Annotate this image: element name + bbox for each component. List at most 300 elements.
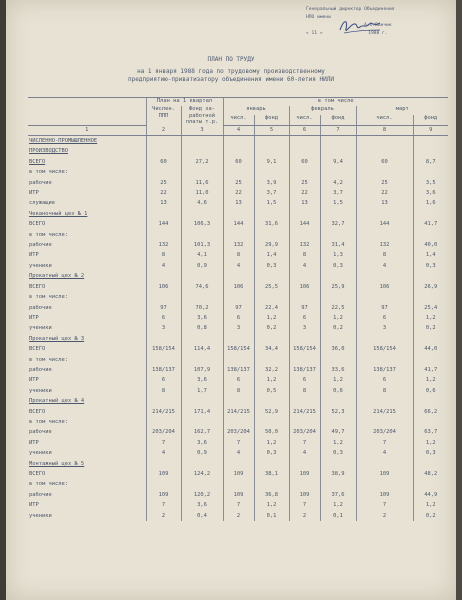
table-cell: 101,3: [181, 240, 223, 250]
approval-org: НПО имени: [306, 15, 331, 20]
header-feb-chisl: числ.: [289, 115, 320, 125]
table-cell: 4: [289, 261, 320, 271]
table-cell: 1,4: [413, 250, 448, 260]
table-cell: 3,6: [181, 375, 223, 385]
header-march: март: [356, 106, 448, 115]
table-cell: 124,2: [181, 469, 223, 479]
table-cell: 60: [356, 157, 413, 167]
col-number: 5: [254, 126, 289, 136]
table-cell: 109: [289, 490, 320, 500]
row-label: рабочие: [29, 429, 52, 436]
table-cell: [181, 479, 223, 489]
table-cell: 97: [356, 303, 413, 313]
table-cell: 203/204: [356, 427, 413, 437]
approval-day: « 11 »: [306, 31, 323, 36]
table-cell: [254, 479, 289, 489]
table-row: [28, 365, 448, 375]
table-cell: 106: [356, 282, 413, 292]
row-label: в том числе:: [29, 231, 68, 238]
table-cell: [254, 271, 289, 281]
table-cell: [223, 417, 254, 427]
table-cell: 9,1: [254, 157, 289, 167]
table-cell: 0,3: [254, 448, 289, 458]
table-row: [28, 500, 448, 510]
table-row: [28, 427, 448, 437]
table-cell: 32,2: [254, 365, 289, 375]
col-number: 8: [356, 126, 413, 136]
table-cell: 1,5: [254, 198, 289, 208]
table-row: [28, 323, 448, 333]
table-cell: 1,6: [413, 198, 448, 208]
table-cell: [254, 417, 289, 427]
table-cell: 25,5: [254, 282, 289, 292]
table-cell: 138/137: [223, 365, 254, 375]
table-cell: [223, 136, 254, 147]
table-row: [28, 198, 448, 208]
table-cell: 25,4: [413, 303, 448, 313]
table-cell: 4,6: [181, 198, 223, 208]
table-cell: [289, 271, 320, 281]
table-row: [28, 167, 448, 177]
table-cell: 1,7: [181, 386, 223, 396]
table-cell: 22,5: [320, 303, 356, 313]
table-cell: 25: [289, 178, 320, 188]
table-cell: 8: [289, 386, 320, 396]
table-cell: [181, 417, 223, 427]
table-cell: 158/154: [223, 344, 254, 354]
table-row: [28, 448, 448, 458]
table-cell: 0,1: [254, 511, 289, 521]
table-row: [28, 250, 448, 260]
table-cell: [146, 417, 181, 427]
table-cell: 38,1: [254, 469, 289, 479]
table-cell: [289, 136, 320, 147]
table-cell: 60: [223, 157, 254, 167]
table-cell: 25: [146, 178, 181, 188]
table-cell: 1,2: [254, 375, 289, 385]
header-jan-chisl: числ.: [223, 115, 254, 125]
table-cell: 158/154: [289, 344, 320, 354]
row-label: ВСЕГО: [29, 158, 46, 165]
table-row: [28, 459, 448, 469]
table-cell: 0,2: [413, 323, 448, 333]
table-row: [28, 386, 448, 396]
row-label: рабочие: [29, 304, 52, 311]
table-cell: 203/204: [223, 427, 254, 437]
table-cell: [356, 209, 413, 219]
table-cell: [146, 459, 181, 469]
table-cell: [254, 209, 289, 219]
table-cell: [146, 292, 181, 302]
table-cell: [356, 459, 413, 469]
table-cell: 44,0: [413, 344, 448, 354]
col-number: 6: [289, 126, 320, 136]
row-label: ВСЕГО: [29, 408, 46, 415]
header-feb-fond: фонд: [320, 115, 356, 125]
table-cell: [181, 334, 223, 344]
row-label: Чеканочный цех № 1: [29, 210, 88, 217]
table-row: [28, 511, 448, 521]
table-cell: [289, 334, 320, 344]
table-cell: 4: [223, 448, 254, 458]
table-cell: 0,6: [320, 386, 356, 396]
table-cell: 0,2: [254, 323, 289, 333]
table-cell: 214/215: [146, 407, 181, 417]
table-cell: 7: [223, 500, 254, 510]
table-cell: 22: [356, 188, 413, 198]
table-cell: 3,6: [181, 500, 223, 510]
table-cell: 106: [289, 282, 320, 292]
table-cell: [181, 146, 223, 156]
table-cell: 25,9: [320, 282, 356, 292]
table-cell: 0,8: [181, 323, 223, 333]
table-cell: [289, 417, 320, 427]
table-row: [28, 271, 448, 281]
table-cell: 0,3: [320, 261, 356, 271]
table-cell: 0,3: [413, 261, 448, 271]
table-cell: 1,2: [320, 313, 356, 323]
table-cell: 1,2: [254, 313, 289, 323]
table-cell: [146, 230, 181, 240]
table-cell: 3: [356, 323, 413, 333]
table-cell: 214/215: [289, 407, 320, 417]
table-cell: [254, 459, 289, 469]
table-cell: [413, 167, 448, 177]
table-cell: 138/137: [356, 365, 413, 375]
table-cell: [320, 209, 356, 219]
table-cell: 6: [223, 313, 254, 323]
table-cell: [413, 396, 448, 406]
table-row: [28, 219, 448, 229]
table-cell: 66,2: [413, 407, 448, 417]
table-cell: [223, 167, 254, 177]
table-cell: 34,4: [254, 344, 289, 354]
header-jan-fond: фонд: [254, 115, 289, 125]
table-cell: 132: [146, 240, 181, 250]
table-cell: [181, 230, 223, 240]
table-cell: 70,2: [181, 303, 223, 313]
table-cell: [289, 292, 320, 302]
table-cell: 138/137: [146, 365, 181, 375]
table-cell: [223, 292, 254, 302]
table-cell: 36,8: [254, 490, 289, 500]
col-number: 4: [223, 126, 254, 136]
row-label: ВСЕГО: [29, 221, 46, 228]
labor-plan-table: [28, 97, 448, 521]
table-row: [28, 469, 448, 479]
table-cell: 0,1: [320, 511, 356, 521]
table-cell: 8: [223, 250, 254, 260]
row-label: ПРОИЗВОДСТВО: [29, 148, 68, 155]
row-label: ИТР: [29, 252, 39, 259]
table-cell: [356, 146, 413, 156]
table-cell: 2: [146, 511, 181, 521]
table-cell: 60: [289, 157, 320, 167]
table-cell: [289, 479, 320, 489]
header-plan-year: План на 1 квартал: [146, 98, 223, 107]
table-cell: 1,2: [320, 500, 356, 510]
table-cell: 1,2: [320, 438, 356, 448]
table-row: [28, 209, 448, 219]
table-cell: [320, 396, 356, 406]
header-fond-zp: Фонд за- работной платы т.р.: [181, 106, 223, 126]
row-label: ИТР: [29, 377, 39, 384]
table-cell: [181, 459, 223, 469]
table-cell: 7: [289, 500, 320, 510]
row-label: ученики: [29, 512, 52, 519]
table-cell: [254, 396, 289, 406]
table-cell: 1,2: [320, 375, 356, 385]
table-row: [28, 355, 448, 365]
table-cell: 109: [223, 469, 254, 479]
table-cell: 37,6: [320, 490, 356, 500]
table-cell: [146, 136, 181, 147]
table-cell: 49,7: [320, 427, 356, 437]
table-cell: 109: [356, 490, 413, 500]
table-cell: 4,1: [181, 250, 223, 260]
table-cell: 171,4: [181, 407, 223, 417]
table-cell: 120,2: [181, 490, 223, 500]
table-cell: 97: [223, 303, 254, 313]
table-cell: [356, 271, 413, 281]
table-cell: 106,3: [181, 219, 223, 229]
table-cell: [320, 167, 356, 177]
table-row: [28, 282, 448, 292]
table-cell: 6: [356, 375, 413, 385]
table-cell: 31,6: [254, 219, 289, 229]
table-cell: [146, 146, 181, 156]
header-incl: в том числе: [223, 98, 448, 107]
table-cell: 6: [146, 375, 181, 385]
table-cell: [356, 167, 413, 177]
table-cell: [181, 209, 223, 219]
table-cell: 3,6: [413, 188, 448, 198]
table-cell: [320, 334, 356, 344]
table-cell: 1,5: [320, 198, 356, 208]
table-cell: [289, 167, 320, 177]
table-cell: 7: [289, 438, 320, 448]
table-cell: [320, 417, 356, 427]
table-row: [28, 396, 448, 406]
table-cell: 3: [146, 323, 181, 333]
row-label: ученики: [29, 387, 52, 394]
table-cell: 4: [146, 448, 181, 458]
table-row: [28, 438, 448, 448]
table-cell: 7: [146, 500, 181, 510]
table-cell: 4: [356, 261, 413, 271]
table-cell: 0,9: [181, 261, 223, 271]
table-row: [28, 334, 448, 344]
table-cell: [289, 396, 320, 406]
table-cell: [223, 209, 254, 219]
table-row: [28, 136, 448, 147]
table-cell: 114,4: [181, 344, 223, 354]
table-cell: 26,9: [413, 282, 448, 292]
table-cell: 0,3: [413, 448, 448, 458]
signature: [336, 15, 386, 37]
table-cell: 41,7: [413, 219, 448, 229]
row-label: ВСЕГО: [29, 471, 46, 477]
table-cell: 50,0: [254, 427, 289, 437]
table-cell: 0,4: [181, 511, 223, 521]
table-cell: 214/215: [223, 407, 254, 417]
col-number: 7: [320, 126, 356, 136]
table-cell: 52,3: [320, 407, 356, 417]
table-cell: [356, 292, 413, 302]
table-cell: 214/215: [356, 407, 413, 417]
table-cell: 106: [223, 282, 254, 292]
row-label: ЧИСЛЕННО-ПРОМЫШЛЕННОЕ: [29, 138, 98, 144]
table-cell: 4: [146, 261, 181, 271]
table-cell: 4: [356, 448, 413, 458]
table-cell: [289, 230, 320, 240]
table-cell: 0,2: [320, 323, 356, 333]
header-mar-chisl: числ.: [356, 115, 413, 125]
row-label: ВСЕГО: [29, 283, 46, 290]
table-cell: [254, 334, 289, 344]
table-cell: [223, 334, 254, 344]
table-cell: [146, 209, 181, 219]
row-label: в том числе:: [29, 481, 68, 488]
table-cell: [356, 230, 413, 240]
table-cell: [356, 355, 413, 365]
row-label: ученики: [29, 450, 52, 457]
table-cell: [181, 355, 223, 365]
row-label: рабочие: [29, 491, 52, 498]
table-row: [28, 292, 448, 302]
table-cell: 4: [289, 448, 320, 458]
row-label: Прокатный цех № 4: [29, 398, 85, 405]
table-row: [28, 261, 448, 271]
table-cell: 8: [146, 250, 181, 260]
table-cell: 29,9: [254, 240, 289, 250]
table-cell: 1,3: [320, 250, 356, 260]
table-cell: [223, 479, 254, 489]
table-cell: 40,0: [413, 240, 448, 250]
table-cell: 41,7: [413, 365, 448, 375]
table-cell: 25: [223, 178, 254, 188]
table-cell: 31,4: [320, 240, 356, 250]
table-cell: 6: [146, 313, 181, 323]
table-cell: [413, 334, 448, 344]
table-cell: 36,0: [320, 344, 356, 354]
row-label: ИТР: [29, 190, 39, 197]
table-row: [28, 240, 448, 250]
row-label: ИТР: [29, 314, 39, 321]
approval-year: 1988 г.: [368, 31, 388, 36]
table-cell: [223, 230, 254, 240]
table-cell: [146, 271, 181, 281]
header-mar-fond: фонд: [413, 115, 448, 125]
table-cell: 144: [356, 219, 413, 229]
table-cell: 7: [223, 438, 254, 448]
table-cell: 1,2: [254, 438, 289, 448]
table-cell: 22: [146, 188, 181, 198]
table-cell: 0,6: [413, 386, 448, 396]
table-cell: [320, 355, 356, 365]
table-cell: 2: [289, 511, 320, 521]
table-cell: [413, 459, 448, 469]
table-cell: [146, 479, 181, 489]
table-cell: 4,2: [320, 178, 356, 188]
table-cell: 203/204: [146, 427, 181, 437]
table-row: [28, 146, 448, 156]
table-cell: [413, 355, 448, 365]
table-cell: [254, 355, 289, 365]
document-subtitle-2: предприятию-приватизатору объединения имени 60-летия НИЛИ: [128, 76, 334, 83]
table-cell: [413, 479, 448, 489]
header-february: февраль: [289, 106, 356, 115]
table-cell: 3,7: [320, 188, 356, 198]
table-cell: 132: [223, 240, 254, 250]
table-row: [28, 178, 448, 188]
table-cell: 38,9: [320, 469, 356, 479]
row-label: Прокатный цех № 2: [29, 273, 85, 280]
table-row: [28, 230, 448, 240]
row-label: ученики: [29, 325, 52, 332]
table-cell: [181, 136, 223, 147]
table-cell: 25: [356, 178, 413, 188]
table-cell: 2: [356, 511, 413, 521]
table-cell: [254, 230, 289, 240]
table-cell: [254, 167, 289, 177]
table-cell: 144: [146, 219, 181, 229]
table-cell: 109: [146, 490, 181, 500]
table-cell: 11,0: [181, 188, 223, 198]
table-cell: 22,4: [254, 303, 289, 313]
table-cell: 8: [223, 386, 254, 396]
table-cell: 1,2: [254, 500, 289, 510]
table-cell: 22: [223, 188, 254, 198]
col-number: 2: [146, 126, 181, 136]
row-label: ИТР: [29, 502, 39, 509]
table-cell: 13: [146, 198, 181, 208]
table-cell: [320, 136, 356, 147]
table-cell: [356, 479, 413, 489]
table-cell: 1,2: [413, 500, 448, 510]
table-row: [28, 479, 448, 489]
table-cell: [320, 271, 356, 281]
table-cell: 158/154: [356, 344, 413, 354]
table-cell: [413, 271, 448, 281]
table-cell: 9,4: [320, 157, 356, 167]
table-cell: [181, 271, 223, 281]
table-cell: 109: [289, 469, 320, 479]
row-label: рабочие: [29, 366, 52, 373]
table-cell: 0,3: [254, 261, 289, 271]
table-row: [28, 303, 448, 313]
table-cell: [181, 167, 223, 177]
table-cell: 3: [223, 323, 254, 333]
col-number: 3: [181, 126, 223, 136]
table-cell: [356, 136, 413, 147]
table-cell: [289, 355, 320, 365]
approval-name: А.С.Ванчик: [364, 23, 392, 28]
table-cell: 48,2: [413, 469, 448, 479]
table-cell: 6: [289, 313, 320, 323]
document-page: [6, 0, 456, 600]
table-row: [28, 188, 448, 198]
table-cell: [254, 136, 289, 147]
table-cell: 6: [356, 313, 413, 323]
document-subtitle-1: на 1 января 1988 года по трудовому производственному: [137, 68, 325, 75]
row-label: в том числе:: [29, 294, 68, 301]
table-row: [28, 375, 448, 385]
row-label: рабочие: [29, 242, 52, 249]
table-cell: 2: [223, 511, 254, 521]
table-cell: [356, 396, 413, 406]
table-cell: 44,9: [413, 490, 448, 500]
